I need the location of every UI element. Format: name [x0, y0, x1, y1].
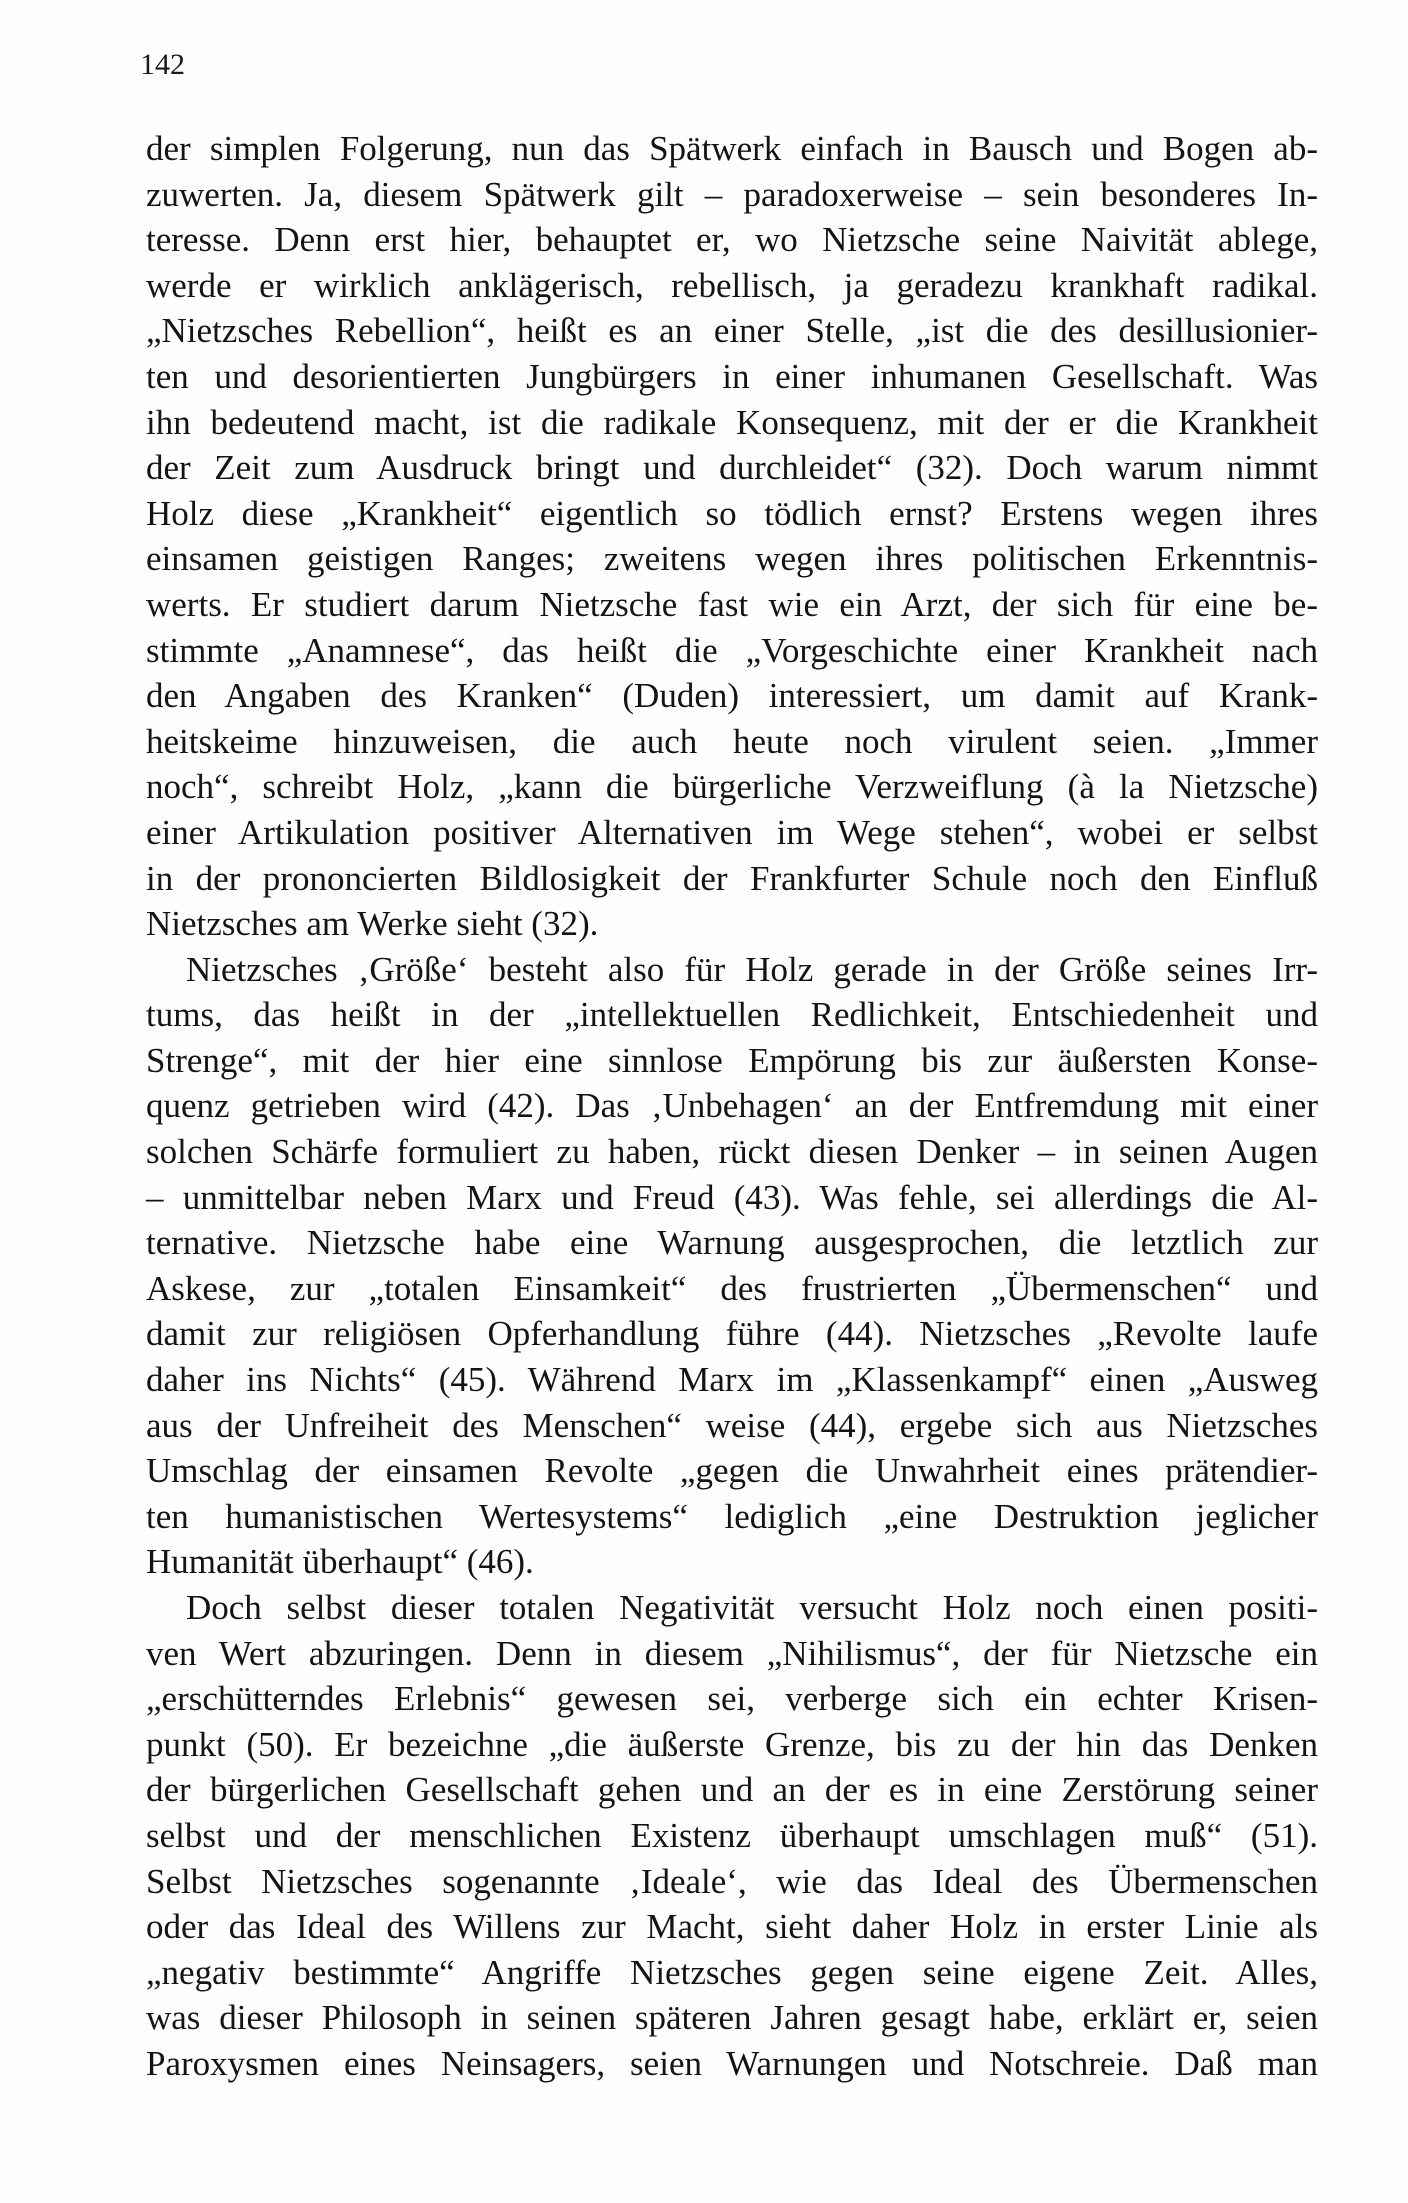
text-line: „erschütterndes Erlebnis“ gewesen sei, verberge sich ein echter Krisen-: [146, 1679, 1318, 1719]
text-line: werde er wirklich anklägerisch, rebellisch, ja geradezu krankhaft radikal.: [146, 265, 1318, 305]
text-line: Doch selbst dieser totalen Negativität versucht Holz noch einen positi-: [186, 1588, 1318, 1627]
text-line: Humanität überhaupt“ (46).: [146, 1542, 534, 1582]
text-line: Strenge“, mit der hier eine sinnlose Empörung bis zur äußersten Konse-: [146, 1040, 1318, 1080]
text-line: den Angaben des Kranken“ (Duden) interessiert, um damit auf Krank-: [146, 676, 1318, 716]
text-line: der simplen Folgerung, nun das Spätwerk einfach in Bausch und Bogen ab-: [146, 129, 1318, 168]
text-line: Nietzsches ‚Größe‘ besteht also für Holz gerade in der Größe seines Irr-: [186, 949, 1318, 989]
text-line: damit zur religiösen Opferhandlung führe (44). Nietzsches „Revolte laufe: [146, 1314, 1318, 1354]
text-line: einer Artikulation positiver Alternativen im Wege stehen“, wobei er selbst: [146, 812, 1318, 852]
text-line: tums, das heißt in der „intellektuellen Redlichkeit, Entschiedenheit und: [146, 995, 1318, 1035]
text-line: Askese, zur „totalen Einsamkeit“ des frustrierten „Übermenschen“ und: [146, 1268, 1318, 1308]
text-line: daher ins Nichts“ (45). Während Marx im „Klassenkampf“ einen „Ausweg: [146, 1360, 1318, 1400]
text-line: aus der Unfreiheit des Menschen“ weise (44), ergebe sich aus Nietzsches: [146, 1405, 1318, 1445]
text-line: selbst und der menschlichen Existenz überhaupt umschlagen muß“ (51).: [146, 1815, 1318, 1855]
text-line: in der prononcierten Bildlosigkeit der Frankfurter Schule noch den Einfluß: [146, 858, 1318, 898]
text-line: oder das Ideal des Willens zur Macht, sieht daher Holz in erster Linie als: [146, 1907, 1318, 1947]
text-line: Umschlag der einsamen Revolte „gegen die Unwahrheit eines prätendier-: [146, 1451, 1318, 1491]
text-line: punkt (50). Er bezeichne „die äußerste Grenze, bis zu der hin das Denken: [146, 1724, 1318, 1764]
text-line: einsamen geistigen Ranges; zweitens wegen ihres politischen Erkenntnis-: [146, 539, 1318, 579]
text-line: was dieser Philosoph in seinen späteren Jahren gesagt habe, erklärt er, seien: [146, 1998, 1318, 2038]
text-line: – unmittelbar neben Marx und Freud (43). Was fehle, sei allerdings die Al-: [146, 1177, 1318, 1217]
body-text: [146, 126, 1318, 2087]
text-line: zuwerten. Ja, diesem Spätwerk gilt – paradoxerweise – sein besonderes In-: [146, 174, 1318, 214]
text-line: der Zeit zum Ausdruck bringt und durchleidet“ (32). Doch warum nimmt: [146, 448, 1318, 488]
text-line: ihn bedeutend macht, ist die radikale Konsequenz, mit der er die Krankheit: [146, 402, 1318, 442]
text-line: noch“, schreibt Holz, „kann die bürgerliche Verzweiflung (à la Nietzsche): [146, 767, 1318, 807]
text-line: teresse. Denn erst hier, behauptet er, wo Nietzsche seine Naivität ablege,: [146, 220, 1318, 260]
text-line: „Nietzsches Rebellion“, heißt es an einer Stelle, „ist die des desillusionier-: [146, 311, 1318, 351]
text-line: ten und desorientierten Jungbürgers in einer inhumanen Gesellschaft. Was: [146, 356, 1318, 396]
text-line: Nietzsches am Werke sieht (32).: [146, 904, 599, 944]
text-line: ternative. Nietzsche habe eine Warnung ausgesprochen, die letztlich zur: [146, 1223, 1318, 1263]
text-line: stimmte „Anamnese“, das heißt die „Vorgeschichte einer Krankheit nach: [146, 630, 1318, 670]
text-line: heitskeime hinzuweisen, die auch heute noch virulent seien. „Immer: [146, 721, 1318, 761]
text-line: ven Wert abzuringen. Denn in diesem „Nihilismus“, der für Nietzsche ein: [146, 1633, 1318, 1673]
text-line: Paroxysmen eines Neinsagers, seien Warnungen und Notschreie. Daß man: [146, 2043, 1318, 2083]
page-number: 142: [140, 48, 185, 81]
text-line: ten humanistischen Wertesystems“ lediglich „eine Destruktion jeglicher: [146, 1496, 1318, 1536]
text-line: werts. Er studiert darum Nietzsche fast wie ein Arzt, der sich für eine be-: [146, 584, 1318, 624]
text-line: Selbst Nietzsches sogenannte ‚Ideale‘, wie das Ideal des Übermenschen: [146, 1861, 1318, 1901]
text-line: quenz getrieben wird (42). Das ‚Unbehagen‘ an der Entfremdung mit einer: [146, 1086, 1318, 1126]
text-line: Holz diese „Krankheit“ eigentlich so tödlich ernst? Erstens wegen ihres: [146, 493, 1318, 533]
text-line: der bürgerlichen Gesellschaft gehen und an der es in eine Zerstörung seiner: [146, 1770, 1318, 1810]
text-line: solchen Schärfe formuliert zu haben, rückt diesen Denker – in seinen Augen: [146, 1132, 1318, 1172]
text-line: „negativ bestimmte“ Angriffe Nietzsches gegen seine eigene Zeit. Alles,: [146, 1952, 1318, 1992]
